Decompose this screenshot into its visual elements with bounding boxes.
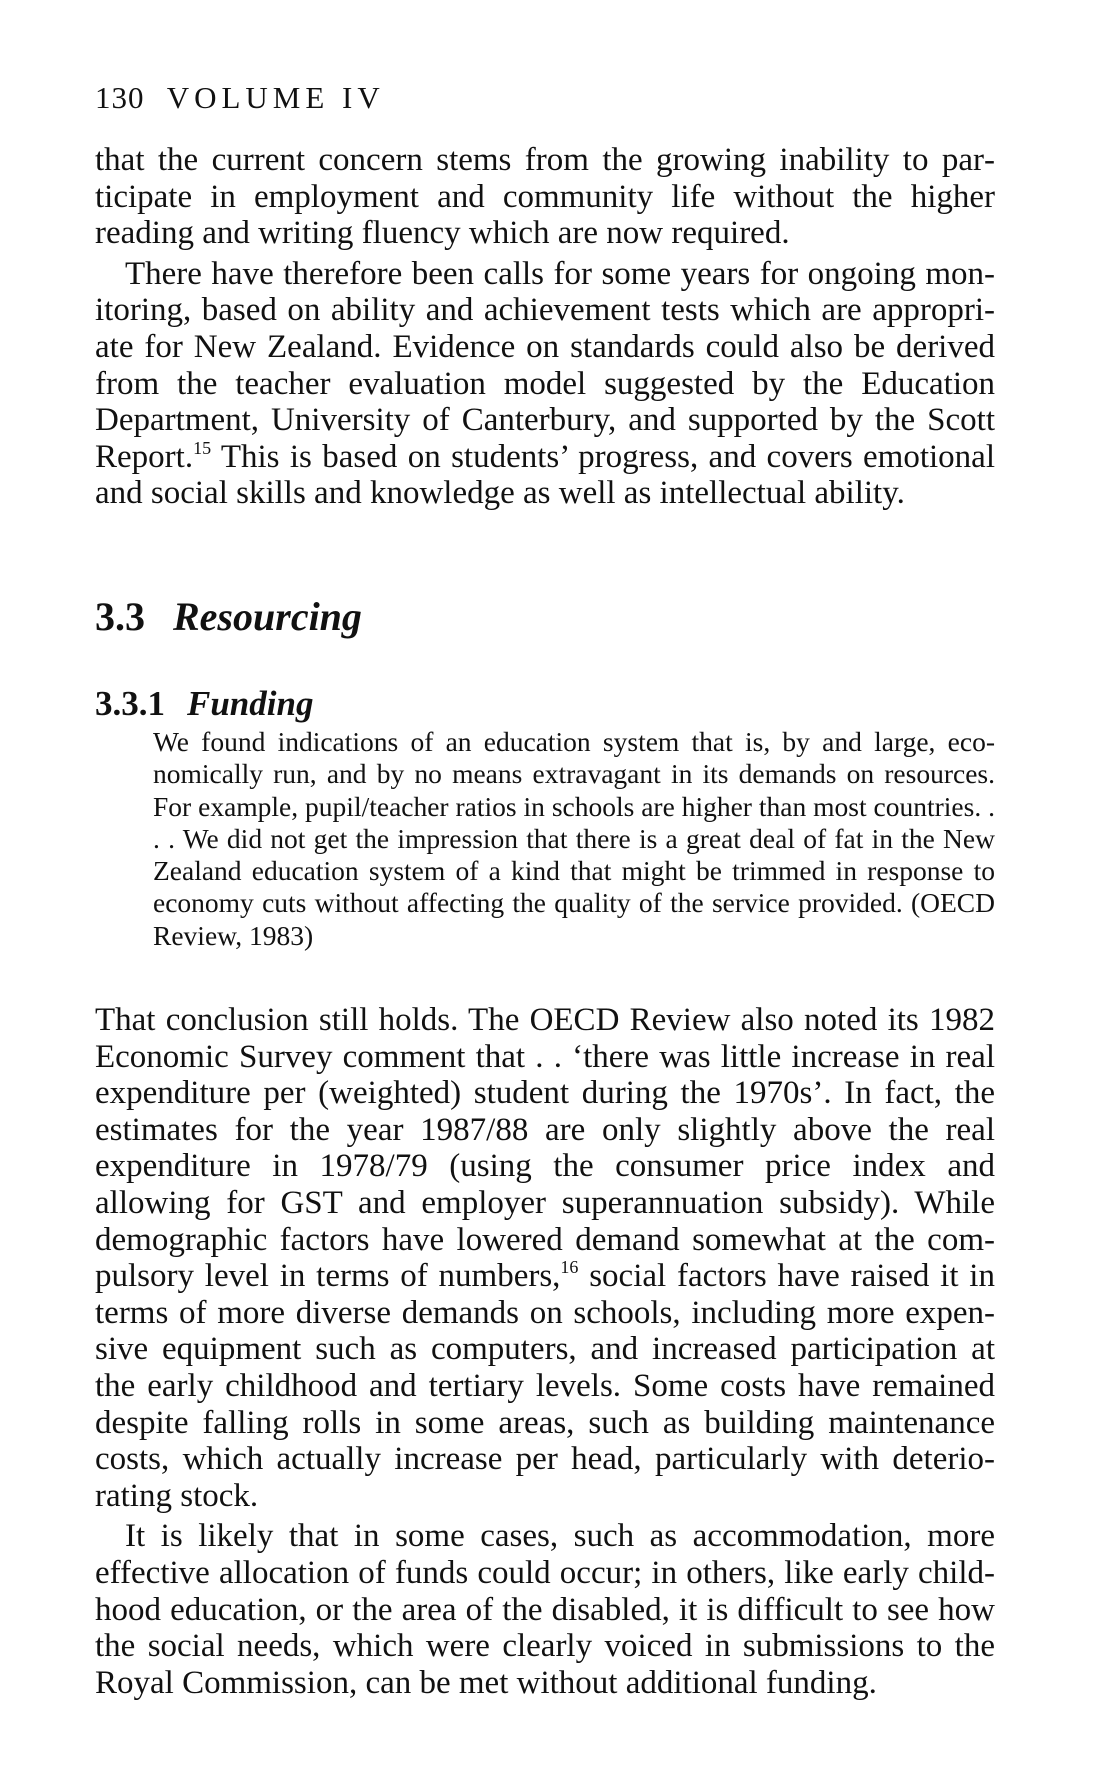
paragraph-conclusion [95, 1002, 995, 1514]
subsection-title: Funding [187, 683, 314, 723]
paragraph-continued: that the current concern stems from the growing inability to participate in employment and community life without the higher reading and writing fluency which are now required. [95, 142, 995, 252]
paragraph-conclusion-text: That conclusion still holds. The OECD Review also noted its 1982 Economic Survey comment that . . ‘there was little increase in real expenditure per (weighted) student during the 1970s’. In fact, the estimates for the year 1987/88 are only slightly above the real expenditure in 1978/79 (using the consumer price index and allowing for GST and employer superannuation subsidy). While demographic factors have lowered demand somewhat at the compulsory level in terms of numbers, [95, 1002, 995, 1295]
footnote-ref-15: 15 [193, 437, 212, 458]
oecd-quote: We found indications of an education system that is, by and large, economically run, and by no means extravagant in its demands on resources. For example, pupil/teacher ratios in schools are higher than most countries. . . . We did not get the impression that there is a great deal of fat in the New Zealand education system of a kind that might be trimmed in response to economy cuts without affecting the quality of the service provided. (OECD Review, 1983) [153, 725, 995, 951]
section-heading [95, 594, 995, 640]
section-number: 3.3 [95, 593, 145, 639]
section-title: Resourcing [173, 593, 362, 639]
subsection-number: 3.3.1 [95, 683, 165, 723]
paragraph-conclusion-text-end: social factors have raised it in terms of more diverse demands on schools, including more expensive equipment such as computers, and increased participation at the early childhood and tertiary levels. Some costs have remained despite falling rolls in some areas, such as building maintenance costs, which actually increase per head, particularly with deteriorating stock. [95, 1258, 995, 1514]
paragraph-monitoring [95, 256, 995, 512]
running-head [95, 80, 995, 116]
paragraph-allocation: It is likely that in some cases, such as accommodation, more effective allocation of funds could occur; in others, like early childhood education, or the area of the disabled, it is difficult to see how the social needs, which were clearly voiced in submissions to the Royal Commission, can be met without additional funding. [95, 1518, 995, 1701]
subsection-heading [95, 684, 995, 724]
book-page [95, 80, 995, 1701]
footnote-ref-16: 16 [560, 1257, 579, 1278]
paragraph-monitoring-text: There have therefore been calls for some years for ongoing monitoring, based on ability and achievement tests which are appropriate for New Zealand. Evidence on standards could also be derived from the teacher evaluation model suggested by the Education Department, University of Canterbury, and supported by the Scott Report. [95, 255, 995, 475]
page-number: 130 [95, 80, 145, 115]
volume-label: VOLUME IV [166, 80, 385, 115]
paragraph-monitoring-text-end: This is based on students’ progress, and covers emotional and social skills and knowledge as well as intellectual ability. [95, 438, 995, 512]
